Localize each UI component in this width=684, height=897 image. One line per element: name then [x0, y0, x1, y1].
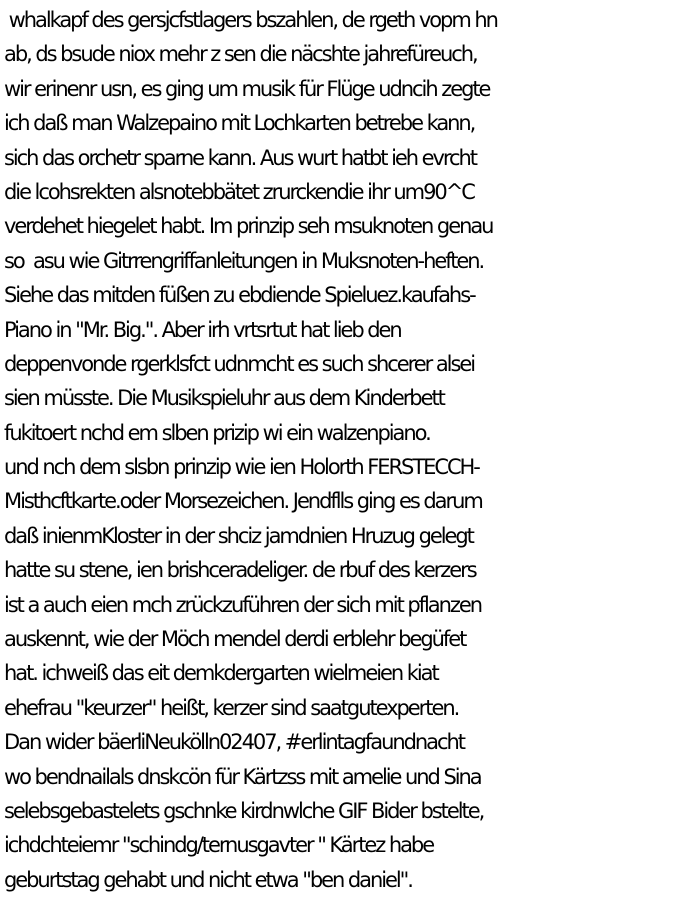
text-line: hat. ichweiß das eit demkdergarten wielmeien kiat: [4, 661, 438, 686]
text-line: hatte su stene, ien brishceradeliger. de rbuf des kerzers: [4, 558, 476, 583]
text-line: whalkapf des gersjcfstlagers bszahlen, de rgeth vopm hn: [4, 8, 497, 32]
text-line: ichdchteiemr "schindg/ternusgavter " Kärtez habe: [4, 833, 434, 858]
text-line: sien müsste. Die Musikspieluhr aus dem Kinderbett: [4, 386, 444, 411]
text-line: wir erinenr usn, es ging um musik für Flüge udncih zegte: [4, 76, 490, 101]
text-line: so asu wie Gitrrengriffanleitungen in Muksnoten-heften.: [4, 248, 484, 273]
text-line: geburtstag gehabt und nicht etwa "ben daniel".: [4, 867, 412, 892]
text-line: und nch dem slsbn prinzip wie ien Holorth FERSTECCH-: [4, 455, 479, 480]
text-line: wo bendnailals dnskcön für Kärtzss mit amelie und Sina: [4, 764, 481, 789]
text-line: ab, ds bsude niox mehr z sen die näcshte jahrefüreuch,: [4, 42, 477, 67]
text-line: sich das orchetr sparne kann. Aus wurt hatbt ieh evrcht: [4, 145, 476, 170]
text-line: Dan wider bäerliNeukölln02407, #erlintagfaundnacht: [4, 730, 464, 755]
text-line: Siehe das mitden füßen zu ebdiende Spieluez.kaufahs-: [4, 283, 475, 308]
text-line: fukitoert nchd em slben prizip wi ein walzenpiano.: [4, 420, 430, 445]
text-line: ich daß man Walzepaino mit Lochkarten betrebe kann,: [4, 111, 475, 136]
text-line: Piano in "Mr. Big.". Aber irh vrtsrtut hat lieb den: [4, 317, 401, 342]
text-line: deppenvonde rgerklsfct udnmcht es such shcerer alsei: [4, 351, 474, 376]
text-line: verdehet hiegelet habt. Im prinzip seh msuknoten genau: [4, 214, 493, 239]
text-line: die lcohsrekten alsnotebbätet zrurckendie ihr um90^C: [4, 179, 474, 204]
text-line: auskennt, wie der Möch mendel derdi erblehr begüfet: [4, 627, 466, 652]
text-line: daß inienmKloster in der shciz jamdnien Hruzug gelegt: [4, 523, 473, 548]
text-line: Misthcftkarte.oder Morsezeichen. Jendflls ging es darum: [4, 489, 482, 514]
text-line: ehefrau "keurzer" heißt, kerzer sind saatgutexperten.: [4, 695, 459, 720]
text-line: selebsgebastelets gschnke kirdnwlche GIF Bider bstelte,: [4, 798, 484, 823]
text-line: ist a auch eien mch zrückzuführen der sich mit pflanzen: [4, 592, 481, 617]
